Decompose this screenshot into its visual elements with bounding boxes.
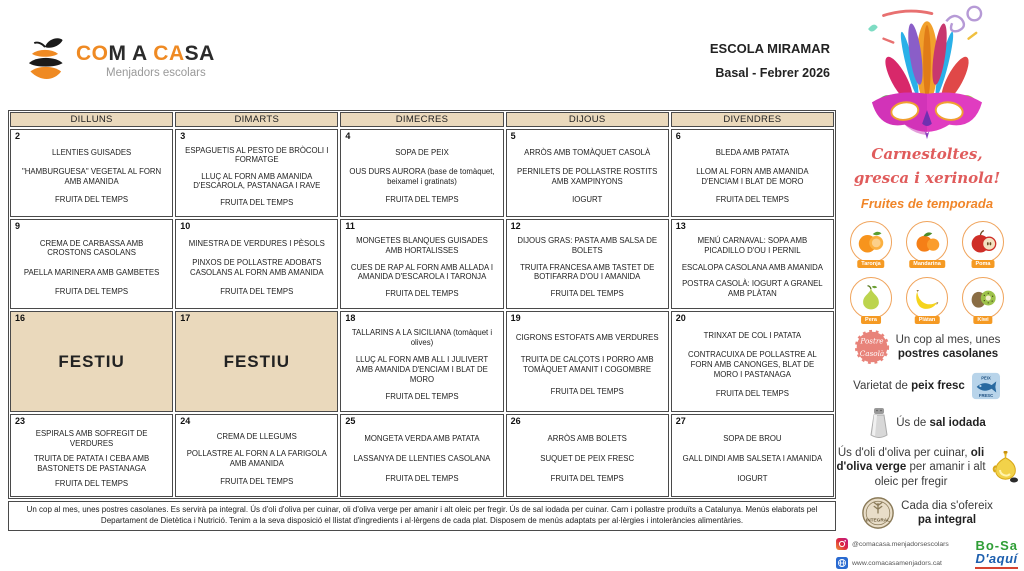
menu-item: ARRÒS AMB BOLETS <box>547 434 627 444</box>
note-sal-text <box>896 416 986 430</box>
logo-title <box>76 42 215 66</box>
fruit-label: Plàtan <box>915 316 940 324</box>
menu-item: CUES DE RAP AL FORN AMB ALLADA I AMANIDA D'ESCAROLA I TARONJA <box>350 262 494 282</box>
menu-item: PINXOS DE POLLASTRE ADOBATS CASOLANS AL FORN AMB AMANIDA <box>189 257 324 277</box>
fruit-poma <box>960 219 1006 265</box>
day-number: 2 <box>15 131 21 141</box>
day-number: 17 <box>180 313 191 323</box>
dietary-notes <box>836 329 1018 530</box>
website-row[interactable] <box>836 557 949 569</box>
note-peix-text <box>853 379 965 393</box>
menu-item: LASSANYA DE LLENTIES CASOLANA <box>353 454 491 464</box>
kiwi-icon <box>962 277 1004 319</box>
day-number: 23 <box>15 416 26 426</box>
menu-calendar <box>8 110 836 499</box>
school-name: ESCOLA MIRAMAR <box>709 40 830 56</box>
menu-item: MINESTRA DE VERDURES I PÈSOLS <box>188 238 325 248</box>
pera-icon <box>850 277 892 319</box>
day-header-dimarts: DIMARTS <box>175 112 338 127</box>
menu-item: FRUITA DEL TEMPS <box>715 389 789 399</box>
menu-items <box>514 222 661 306</box>
menu-item: MONGETA VERDA AMB PATATA <box>364 434 480 444</box>
day-number: 16 <box>15 313 26 323</box>
svg-text:FRESC: FRESC <box>978 393 993 399</box>
menu-items <box>348 222 495 306</box>
fruit-label: Poma <box>972 260 995 268</box>
menu-items <box>514 132 661 214</box>
menu-item: ESPAGUETIS AL PESTO DE BRÒCOLI I FORMATGE <box>185 145 329 165</box>
note-postres-casolanes <box>836 329 1018 365</box>
menu-items <box>348 314 495 409</box>
svg-text:Postre: Postre <box>860 336 884 346</box>
menu-item: FRUITA DEL TEMPS <box>55 195 129 205</box>
logo-title-part: CO <box>76 41 109 65</box>
fruit-label: Pera <box>861 316 881 324</box>
carnival-caption-line1: Carnestoltes, <box>871 144 983 163</box>
calendar-day-17 <box>175 311 338 412</box>
menu-item: FRUITA DEL TEMPS <box>55 286 129 296</box>
menu-item: TRUITA FRANCESA AMB TASTET DE BOTIFARRA D'OU I AMANIDA <box>520 262 655 282</box>
note-pa-text <box>901 499 993 528</box>
note-oli-text <box>836 446 986 489</box>
calendar-day-11 <box>340 219 503 309</box>
menu-item: FRUITA DEL TEMPS <box>55 478 129 488</box>
day-number: 18 <box>345 313 356 323</box>
calendar-day-16 <box>10 311 173 412</box>
day-number: 9 <box>15 221 21 231</box>
calendar-day-12 <box>506 219 669 309</box>
menu-items <box>183 417 330 494</box>
day-number: 11 <box>345 221 355 231</box>
svg-text:INTEGRAL: INTEGRAL <box>866 518 891 524</box>
logo-title-part: M A <box>108 41 154 65</box>
menu-item: GALL DINDI AMB SALSETA I AMANIDA <box>682 454 823 464</box>
menu-items <box>183 222 330 306</box>
calendar-day-18 <box>340 311 503 412</box>
menu-item: CREMA DE CARBASSA AMB CROSTONS CASOLANS <box>39 238 144 258</box>
menu-item: TRUITA DE PATATA I CEBA AMB BASTONETS DE PASTANAGA <box>33 454 150 473</box>
mandarina-icon <box>906 221 948 263</box>
brand-logo-line2: D'aquí <box>975 550 1018 566</box>
menu-item: IOGURT <box>737 474 768 484</box>
menu-item: CIGRONS ESTOFATS AMB VERDURES <box>515 333 659 343</box>
menu-sheet <box>8 0 836 531</box>
day-header-dilluns: DILLUNS <box>10 112 173 127</box>
peix-fresc-badge-icon <box>971 372 1001 400</box>
calendar-day-27 <box>671 414 834 497</box>
day-number: 10 <box>180 221 191 231</box>
logo-title-part: CA <box>153 41 185 65</box>
calendar-day-10 <box>175 219 338 309</box>
menu-item: ARRÒS AMB TOMÀQUET CASOLÀ <box>524 148 651 158</box>
calendar-day-2 <box>10 129 173 217</box>
day-number: 24 <box>180 416 191 426</box>
day-header-dimecres: DIMECRES <box>340 112 503 127</box>
com-a-casa-logo <box>22 35 215 85</box>
svg-text:PEIX: PEIX <box>981 375 991 381</box>
menu-items <box>514 417 661 494</box>
calendar-day-13 <box>671 219 834 309</box>
menu-item: LLUÇ AL FORN AMB ALL I JULIVERT AMB AMANIDA D'ENCIAM I BLAT DE MORO <box>355 355 489 384</box>
instagram-handle[interactable]: @comacasa.menjadorsescolars <box>852 540 949 548</box>
menu-item: ESCALOPA CASOLANA AMB AMANIDA <box>681 262 823 272</box>
note-pa-plain: Cada dia s'ofereix <box>901 499 993 512</box>
calendar-day-20 <box>671 311 834 412</box>
calendar-day-26 <box>506 414 669 497</box>
day-number: 6 <box>675 131 681 141</box>
note-postres-text <box>896 333 1001 362</box>
logo-subtitle: Menjadors escolars <box>106 66 206 79</box>
bo-sa-daqui-logo <box>975 539 1018 569</box>
menu-item: FRUITA DEL TEMPS <box>715 195 789 205</box>
footer-note: Un cop al mes, unes postres casolanes. Es servirà pa integral. Ús d'oli d'oliva per cuinar, oli d'oliva verge per amanir i alt oleic per fregir. Ús de sal iodada per cuinar. Carn i pollastre produïts a Catalunya. Menús elaborats pel Departament de Dietètica i Nutrició. Tenim a la seva disposició el llistat d'ingredients i al·lèrgens de cada plat. Disposem de menús adaptats per al·lèrgies i intoleràncies alimentàries. <box>8 501 836 531</box>
apple-logo-icon <box>22 35 68 85</box>
instagram-row[interactable] <box>836 538 949 550</box>
menu-items <box>679 314 826 409</box>
calendar-day-4 <box>340 129 503 217</box>
menu-item: FRUITA DEL TEMPS <box>220 197 294 207</box>
platan-icon <box>906 277 948 319</box>
menu-item: CONTRACUIXA DE POLLASTRE AL FORN AMB CANONGES, BLAT DE MORO I PASTANAGA <box>688 350 817 379</box>
menu-item: "HAMBURGUESA" VEGETAL AL FORN AMB AMANIDA <box>22 166 162 186</box>
menu-item: PAELLA MARINERA AMB GAMBETES <box>23 267 160 277</box>
day-number: 27 <box>675 416 686 426</box>
note-pa-bold: pa integral <box>917 514 977 526</box>
poma-icon <box>962 221 1004 263</box>
calendar-day-5 <box>506 129 669 217</box>
menu-period: Basal - Febrer 2026 <box>715 65 830 80</box>
menu-item: FRUITA DEL TEMPS <box>220 476 294 486</box>
note-peix-bold: peix fresc <box>911 379 965 392</box>
menu-items <box>348 417 495 494</box>
day-number: 20 <box>675 313 686 323</box>
menu-items <box>679 132 826 214</box>
menu-item: POSTRA CASOLÀ: IOGURT A GRANEL AMB PLÀTAN <box>682 279 823 299</box>
menu-item: FRUITA DEL TEMPS <box>385 195 459 205</box>
menu-items <box>18 417 165 494</box>
festiu-label: FESTIU <box>223 351 291 371</box>
carnival-mask-illustration <box>851 2 1003 145</box>
day-number: 26 <box>510 416 521 426</box>
menu-items <box>183 132 330 214</box>
logo-texts <box>76 42 215 79</box>
day-number: 25 <box>345 416 356 426</box>
menu-items <box>679 417 826 494</box>
brand-logo-bar <box>975 567 1018 569</box>
day-header-dijous: DIJOUS <box>506 112 669 127</box>
carnival-caption-line2: gresca i xerinola! <box>853 168 1001 187</box>
note-postres-plain: Un cop al mes, unes <box>895 333 1001 346</box>
integral-seal-icon <box>861 496 895 530</box>
menu-item: TRUITA DE CALÇOTS I PORRO AMB TOMÀQUET AMANIT I COGOMBRE <box>520 355 654 374</box>
calendar-day-3 <box>175 129 338 217</box>
fruit-taronja <box>848 219 894 265</box>
menu-item: LLUÇ AL FORN AMB AMANIDA D'ESCAROLA, PASTANAGA I RAVE <box>193 171 321 191</box>
menu-items <box>18 222 165 306</box>
menu-item: FRUITA DEL TEMPS <box>385 289 459 299</box>
calendar-day-25 <box>340 414 503 497</box>
calendar-day-24 <box>175 414 338 497</box>
menu-item: CREMA DE LLEGUMS <box>216 431 297 441</box>
menu-item: SOPA DE PEIX <box>395 148 449 158</box>
day-number: 19 <box>510 313 521 323</box>
festiu-label: FESTIU <box>58 351 125 371</box>
web-globe-icon <box>836 557 848 569</box>
menu-item: DIJOUS GRAS: PASTA AMB SALSA DE BOLETS <box>517 236 658 255</box>
menu-item: SOPA DE BROU <box>723 434 782 444</box>
menu-items <box>679 222 826 306</box>
note-peix-plain: Varietat de <box>853 379 908 392</box>
menu-item: FRUITA DEL TEMPS <box>550 289 624 299</box>
fruit-label: Mandarina <box>909 260 945 268</box>
menu-item: IOGURT <box>572 195 603 205</box>
school-block <box>710 41 832 80</box>
menu-item: SUQUET DE PEIX FRESC <box>540 454 635 464</box>
note-sal-iodada <box>836 407 1018 439</box>
note-oli-plain1: Ús d'oli d'oliva per cuinar, <box>837 446 968 459</box>
taronja-icon <box>850 221 892 263</box>
svg-text:Casolà: Casolà <box>859 348 884 358</box>
fruit-label: Kiwi <box>973 316 992 324</box>
calendar-day-9 <box>10 219 173 309</box>
fruit-platan <box>904 275 950 321</box>
seasonal-fruits-title: Fruites de temporada <box>860 195 994 211</box>
note-peix-fresc <box>836 372 1018 400</box>
menu-item: TRINXAT DE COL I PATATA <box>703 330 802 340</box>
menu-item: OUS DURS AURORA (base de tomàquet, beixamel i gratinats) <box>349 166 495 186</box>
menu-item: POLLASTRE AL FORN A LA FARIGOLA AMB AMANIDA <box>186 449 327 468</box>
menu-item: FRUITA DEL TEMPS <box>385 474 459 484</box>
day-number: 12 <box>510 221 521 231</box>
menu-item: BLEDA AMB PATATA <box>715 148 790 158</box>
day-number: 4 <box>345 131 351 141</box>
brand-logo-line1: Bo-Sa <box>975 537 1018 553</box>
menu-item: FRUITA DEL TEMPS <box>385 391 459 401</box>
calendar-day-19 <box>506 311 669 412</box>
menu-item: MENÚ CARNAVAL: SOPA AMB PICADILLO D'OU I PERNIL <box>697 236 808 255</box>
salt-shaker-icon <box>868 407 890 439</box>
calendar-day-6 <box>671 129 834 217</box>
note-oli-bold: oli d'oliva verge <box>836 446 985 474</box>
seasonal-fruits-grid <box>848 219 1006 321</box>
menu-item: TALLARINS A LA SICILIANA (tomàquet i olives) <box>351 328 493 348</box>
calendar-day-23 <box>10 414 173 497</box>
postre-casola-badge-icon <box>854 329 890 365</box>
menu-item: FRUITA DEL TEMPS <box>550 474 624 484</box>
menu-item: PERNILETS DE POLLASTRE ROSTITS AMB XAMPINYONS <box>517 166 658 186</box>
menu-items <box>514 314 661 409</box>
fruit-kiwi <box>960 275 1006 321</box>
menu-items <box>348 132 495 214</box>
fruit-mandarina <box>904 219 950 265</box>
olive-oil-bottle-icon <box>992 450 1018 484</box>
fruit-pera <box>848 275 894 321</box>
website-url[interactable]: www.comacasamenjadors.cat <box>852 559 942 567</box>
menu-item: ESPIRALS AMB SOFREGIT DE VERDURES <box>35 429 148 449</box>
instagram-icon <box>836 538 848 550</box>
note-pa-integral <box>836 496 1018 530</box>
menu-item: FRUITA DEL TEMPS <box>220 286 294 296</box>
day-number: 3 <box>180 131 186 141</box>
day-header-divendres: DIVENDRES <box>671 112 834 127</box>
note-oli-plain2: per amanir i alt oleic per fregir <box>874 461 986 488</box>
menu-items <box>18 132 165 214</box>
logo-title-part: SA <box>184 41 215 65</box>
social-rows <box>836 538 949 569</box>
menu-item: MONGETES BLANQUES GUISADES AMB HORTALISSES <box>356 236 488 255</box>
carnival-caption <box>854 145 1000 187</box>
day-number: 5 <box>510 131 516 141</box>
menu-item: FRUITA DEL TEMPS <box>550 387 624 396</box>
menu-item: LLOM AL FORN AMB AMANIDA D'ENCIAM I BLAT DE MORO <box>696 166 809 186</box>
fruit-label: Taronja <box>857 260 884 268</box>
sidebar <box>834 0 1024 571</box>
sheet-header <box>8 0 836 110</box>
menu-item: LLENTIES GUISADES <box>51 148 132 158</box>
note-postres-bold: postres casolanes <box>897 347 999 360</box>
note-sal-bold: sal iodada <box>929 416 986 429</box>
day-number: 13 <box>675 221 686 231</box>
note-oli-oliva <box>836 446 1018 489</box>
note-sal-plain: Ús de <box>896 416 927 429</box>
social-block <box>836 538 1018 569</box>
